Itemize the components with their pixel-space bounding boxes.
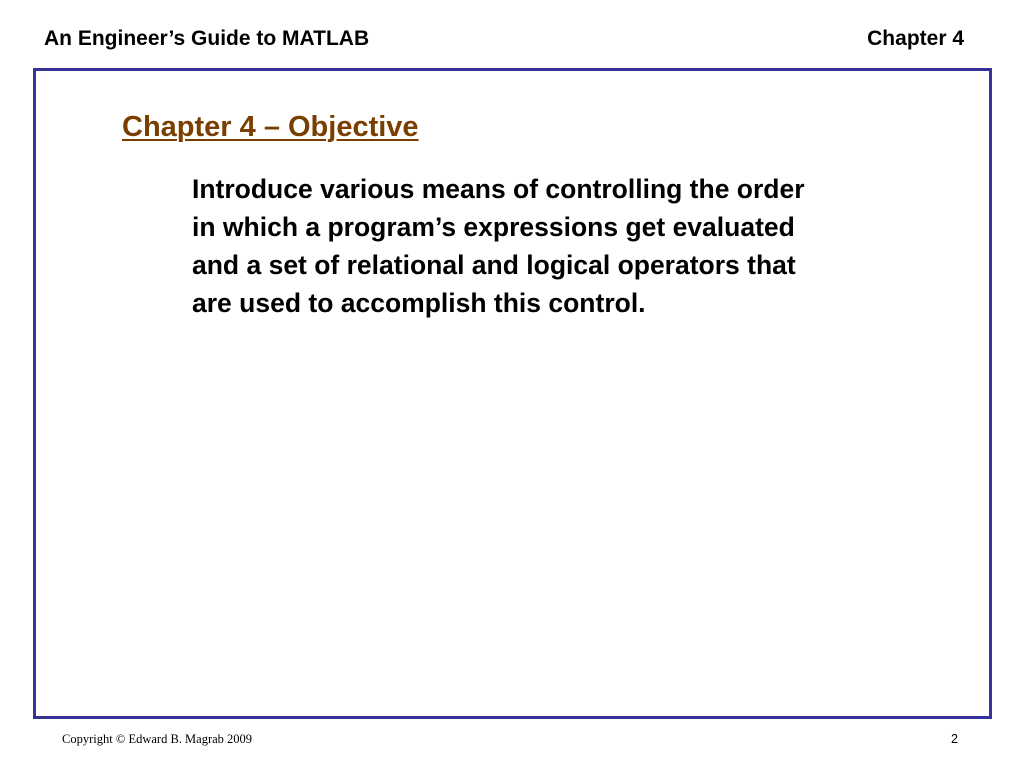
objective-line: Introduce various means of controlling the order bbox=[192, 174, 805, 204]
slide-frame bbox=[33, 68, 992, 719]
page-number: 2 bbox=[951, 732, 958, 746]
objective-line: and a set of relational and logical operators that bbox=[192, 250, 796, 280]
book-title: An Engineer’s Guide to MATLAB bbox=[44, 27, 370, 50]
chapter-label: Chapter 4 bbox=[867, 27, 964, 50]
copyright-notice: Copyright © Edward B. Magrab 2009 bbox=[62, 732, 253, 746]
objective-text bbox=[192, 170, 932, 322]
slide-title: Chapter 4 – Objective bbox=[122, 111, 419, 143]
objective-line: in which a program’s expressions get evaluated bbox=[192, 212, 795, 242]
objective-line: are used to accomplish this control. bbox=[192, 288, 646, 318]
